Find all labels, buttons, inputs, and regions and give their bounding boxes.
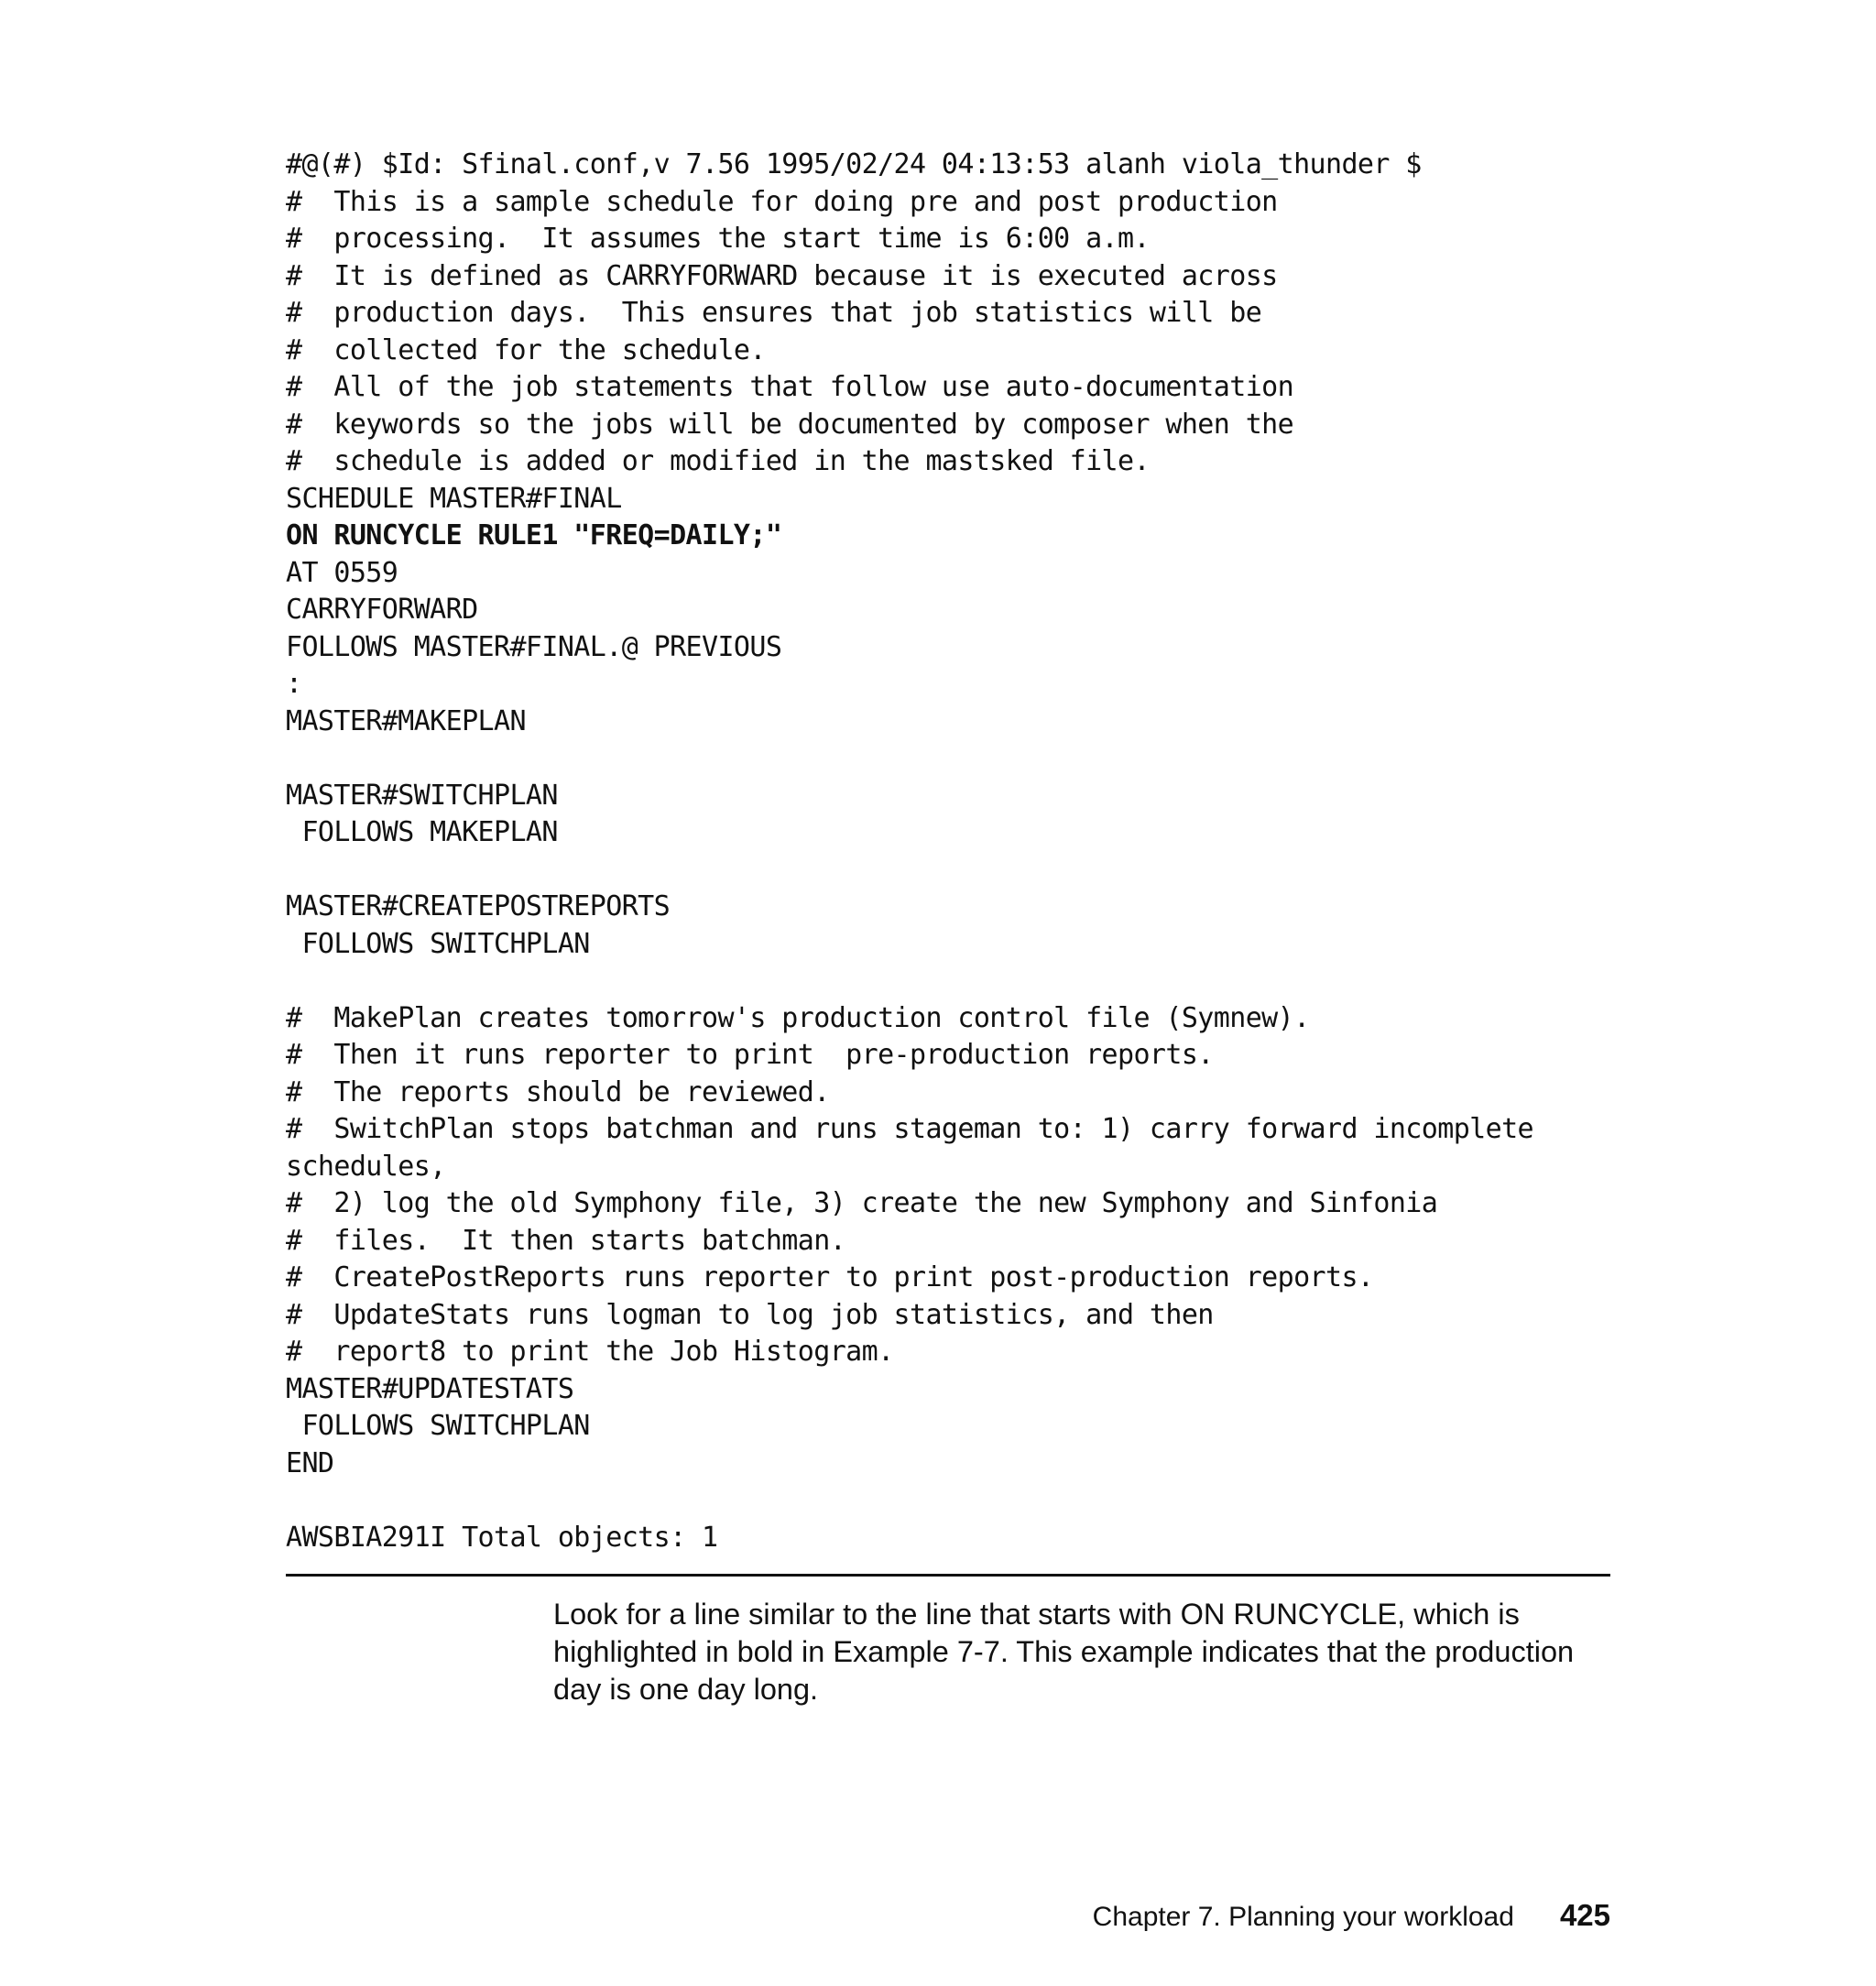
code-line — [286, 740, 1614, 778]
code-line: # MakePlan creates tomorrow's production control file (Symnew). — [286, 1001, 1310, 1034]
code-line: SCHEDULE MASTER#FINAL — [286, 482, 622, 515]
code-line: # It is defined as CARRYFORWARD because it is executed across — [286, 259, 1278, 292]
code-line: AT 0559 — [286, 556, 398, 589]
code-line: # keywords so the jobs will be documented by composer when the — [286, 408, 1294, 441]
code-line — [286, 1482, 1614, 1520]
code-line: # processing. It assumes the start time is 6:00 a.m. — [286, 223, 1150, 255]
code-line — [286, 963, 1614, 1000]
code-line: MASTER#MAKEPLAN — [286, 704, 526, 737]
code-line: MASTER#CREATEPOSTREPORTS — [286, 890, 671, 922]
code-line: # files. It then starts batchman. — [286, 1224, 846, 1257]
page-footer — [1093, 1898, 1610, 1933]
code-line: # production days. This ensures that job statistics will be — [286, 297, 1262, 329]
code-line: MASTER#UPDATESTATS — [286, 1372, 574, 1405]
code-line: END — [286, 1446, 334, 1479]
code-line: : — [286, 668, 302, 700]
code-line: # report8 to print the Job Histogram. — [286, 1336, 894, 1368]
code-line: # 2) log the old Symphony file, 3) create the new Symphony and Sinfonia — [286, 1187, 1438, 1219]
code-line: # This is a sample schedule for doing pre and post production — [286, 185, 1278, 218]
body-paragraph: Look for a line similar to the line that starts with ON RUNCYCLE, which is highlighted in bold in Example 7-7. This example indicates that the production day is one day long. — [553, 1598, 1575, 1706]
code-line: # collected for the schedule. — [286, 333, 766, 366]
code-line: FOLLOWS SWITCHPLAN — [286, 1410, 590, 1442]
code-line: # Then it runs reporter to print pre-production reports. — [286, 1039, 1214, 1071]
code-line: MASTER#SWITCHPLAN — [286, 779, 558, 812]
example-end-rule — [286, 1574, 1610, 1577]
code-line: #@(#) $Id: Sfinal.conf,v 7.56 1995/02/24 04:13:53 alanh viola_thunder $ — [286, 148, 1422, 180]
code-line: FOLLOWS MASTER#FINAL.@ PREVIOUS — [286, 630, 782, 663]
page-number: 425 — [1559, 1898, 1610, 1932]
code-line: CARRYFORWARD — [286, 594, 478, 626]
code-line: # CreatePostReports runs reporter to print post-production reports. — [286, 1261, 1374, 1293]
code-line: # schedule is added or modified in the mastsked file. — [286, 445, 1150, 477]
code-line: schedules, — [286, 1150, 446, 1183]
footer-chapter-title: Chapter 7. Planning your workload — [1092, 1902, 1514, 1932]
code-line: # All of the job statements that follow use auto-documentation — [286, 371, 1294, 403]
code-example — [286, 147, 1614, 1556]
code-line: AWSBIA291I Total objects: 1 — [286, 1521, 718, 1554]
code-line: # UpdateStats runs logman to log job statistics, and then — [286, 1298, 1214, 1331]
code-line: FOLLOWS MAKEPLAN — [286, 816, 558, 848]
code-line: # SwitchPlan stops batchman and runs stageman to: 1) carry forward incomplete — [286, 1113, 1533, 1145]
code-line — [286, 852, 1614, 889]
code-line: FOLLOWS SWITCHPLAN — [286, 927, 590, 960]
code-line: ON RUNCYCLE RULE1 "FREQ=DAILY;" — [286, 519, 782, 551]
code-line: # The reports should be reviewed. — [286, 1075, 830, 1108]
